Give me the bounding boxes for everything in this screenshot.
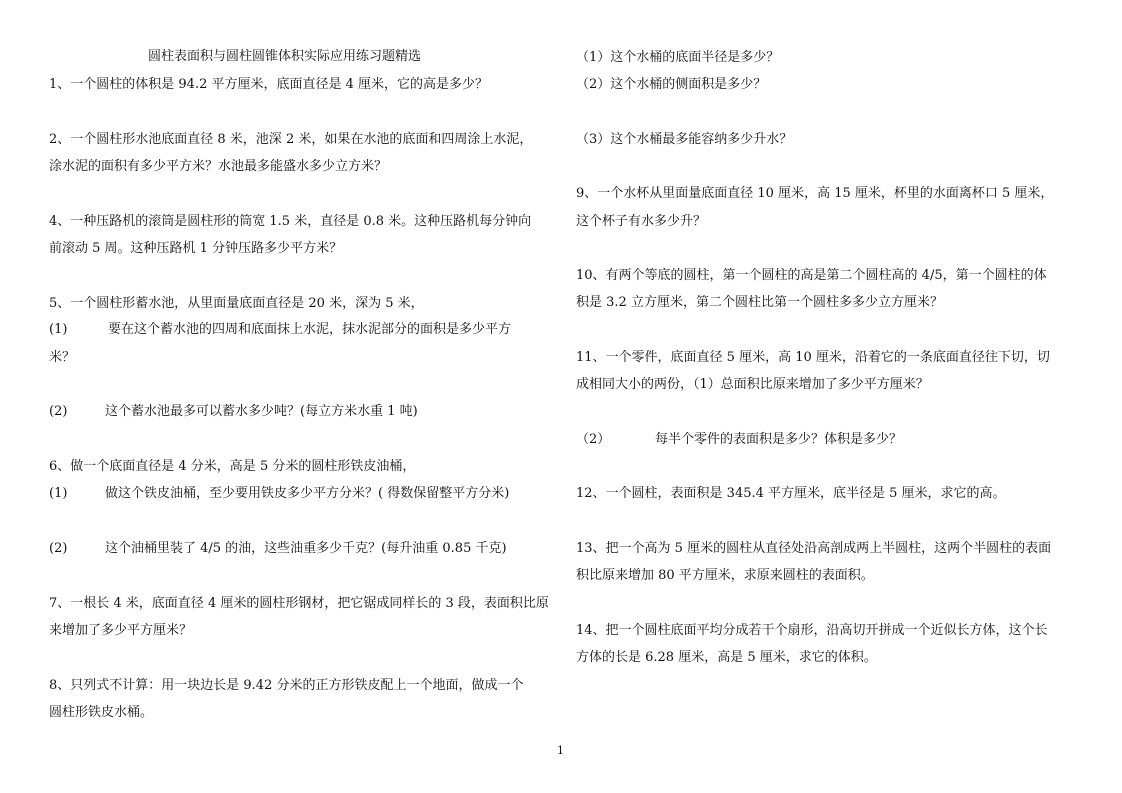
question-4-line-2: 前滚动 5 周。这种压路机 1 分钟压路多少平方米？ [49, 241, 343, 256]
question-9-line-2: 这个杯子有水多少升？ [576, 214, 707, 229]
question-1: 1、一个圆柱的体积是 94.2 平方厘米，底面直径是 4 厘米，它的高是多少？ [49, 77, 489, 92]
question-11-part-2-number: （2） [576, 432, 611, 447]
question-2-line-2: 涂水泥的面积有多少平方米？水池最多能盛水多少立方米？ [49, 159, 388, 174]
question-6-line-1: 6、做一个底面直径是 4 分米，高是 5 分米的圆柱形铁皮油桶， [49, 459, 416, 474]
question-8-part-2: （2）这个水桶的侧面积是多少？ [576, 77, 767, 92]
question-12: 12、一个圆柱，表面积是 345.4 平方厘米，底半径是 5 厘米，求它的高。 [576, 486, 1006, 501]
question-2-line-1: 2、一个圆柱形水池底面直径 8 米，池深 2 米，如果在水池的底面和四周涂上水泥， [49, 132, 533, 147]
question-5-part-1-continuation: 米？ [49, 350, 76, 365]
question-6-part-2-number: (2) [49, 541, 68, 556]
question-7-line-2: 来增加了多少平方厘米？ [49, 623, 193, 638]
question-10-line-1: 10、有两个等底的圆柱，第一个圆柱的高是第二个圆柱高的 4/5，第一个圆柱的体 [576, 268, 1047, 283]
question-5-part-2-text: 这个蓄水池最多可以蓄水多少吨？(每立方米水重 1 吨) [105, 404, 418, 419]
question-6-part-2-text: 这个油桶里装了 4/5 的油，这些油重多少千克？(每升油重 0.85 千克) [105, 541, 507, 556]
page-title: 圆柱表面积与圆柱圆锥体积实际应用练习题精选 [148, 49, 422, 64]
question-7-line-1: 7、一根长 4 米，底面直径 4 厘米的圆柱形钢材，把它锯成同样长的 3 段，表面积比原 [49, 596, 549, 611]
question-11-line-2: 成相同大小的两份，（1）总面积比原来增加了多少平方厘米？ [576, 377, 929, 392]
question-8-part-3: （3）这个水桶最多能容纳多少升水？ [576, 132, 793, 147]
question-4-line-1: 4、一种压路机的滚筒是圆柱形的筒宽 1.5 米，直径是 0.8 米。这种压路机每分钟向 [49, 214, 532, 229]
question-14-line-2: 方体的长是 6.28 厘米，高是 5 厘米，求它的体积。 [576, 650, 877, 665]
page-number: 1 [557, 744, 564, 757]
question-8-line-2: 圆柱形铁皮水桶。 [49, 705, 154, 720]
question-14-line-1: 14、把一个圆柱底面平均分成若干个扇形，沿高切开拼成一个近似长方体，这个长 [576, 623, 1048, 638]
question-6-part-1-number: (1) [49, 486, 68, 501]
question-11-part-2-text: 每半个零件的表面积是多少？体积是多少？ [655, 432, 903, 447]
question-13-line-1: 13、把一个高为 5 厘米的圆柱从直径处沿高剖成两上半圆柱，这两个半圆柱的表面 [576, 541, 1052, 556]
question-8-part-1: （1）这个水桶的底面半径是多少？ [576, 50, 780, 65]
question-5-part-1-number: (1) [49, 322, 68, 337]
question-11-line-1: 11、一个零件，底面直径 5 厘米，高 10 厘米，沿着它的一条底面直径往下切，切 [576, 350, 1050, 365]
question-6-part-1-text: 做这个铁皮油桶，至少要用铁皮多少平方分米？( 得数保留整平方分米) [105, 486, 510, 501]
question-5-part-1-text: 要在这个蓄水池的四周和底面抹上水泥，抹水泥部分的面积是多少平方 [108, 322, 512, 337]
question-13-line-2: 积比原来增加 80 平方厘米，求原来圆柱的表面积。 [576, 568, 874, 583]
question-10-line-2: 积是 3.2 立方厘米，第二个圆柱比第一个圆柱多多少立方厘米？ [576, 295, 943, 310]
question-9-line-1: 9、一个水杯从里面量底面直径 10 厘米，高 15 厘米，杯里的水面离杯口 5 厘米， [576, 186, 1054, 201]
question-8-line-1: 8、只列式不计算：用一块边长是 9.42 分米的正方形铁皮配上一个地面，做成一个 [49, 678, 524, 693]
question-5-line-1: 5、一个圆柱形蓄水池，从里面量底面直径是 20 米，深为 5 米， [49, 296, 424, 311]
question-5-part-2-number: (2) [49, 404, 68, 419]
